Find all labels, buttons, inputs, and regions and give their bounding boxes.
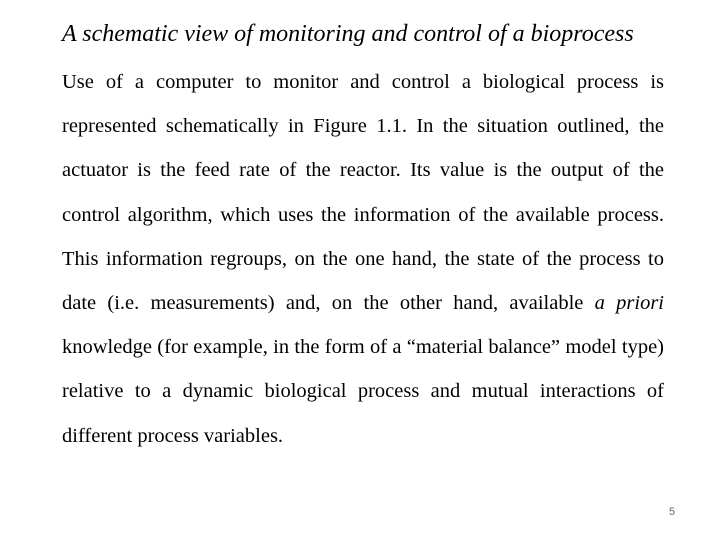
slide-title: A schematic view of monitoring and control of a bioprocess [62, 21, 634, 47]
page-number: 5 [668, 506, 676, 518]
body-emphasis: a priori [594, 292, 664, 315]
body-paragraph [62, 60, 664, 458]
slide-content [62, 8, 664, 458]
body-text-part-1: Use of a computer to monitor and control a biological process is represented schematically in Figure 1.1. In the situation outlined, the actuator is the feed rate of the reactor. Its value is the output of the control algorithm, which uses the information of the available process. This information regroups, on the one hand, the state of the process to date (i.e. measurements) and, on the other hand, available [62, 71, 664, 315]
body-text-part-2: knowledge (for example, in the form of a “material balance” model type) relative to a dynamic biological process and mutual interactions of different process variables. [62, 336, 664, 447]
